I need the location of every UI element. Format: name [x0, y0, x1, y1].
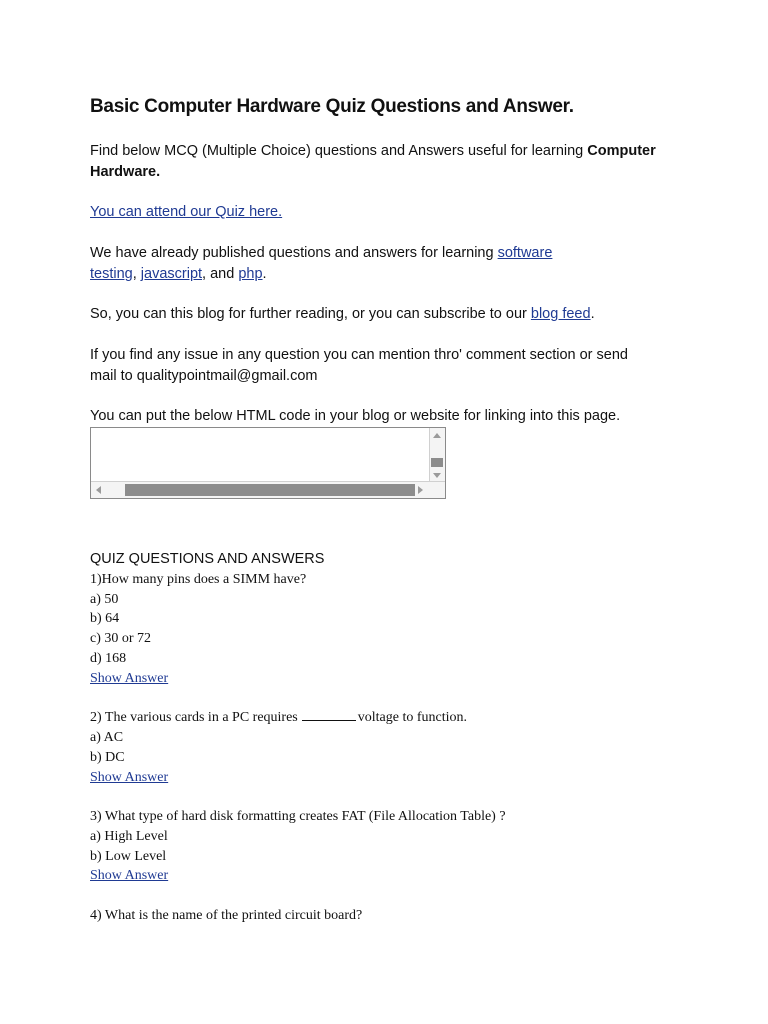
question-2-show-answer-wrap — [90, 768, 168, 788]
attend-quiz-link[interactable]: You can attend our Quiz here. — [90, 204, 283, 220]
issue-paragraph — [90, 345, 628, 387]
question-2-text-after: voltage to function. — [357, 710, 468, 725]
vertical-scrollbar[interactable] — [429, 428, 445, 483]
question-2-text-before: 2) The various cards in a PC requires — [90, 710, 298, 725]
issue-line-2: mail to qualitypointmail@gmail.com — [90, 368, 318, 384]
question-1-option-a: a) 50 — [90, 592, 119, 607]
question-3-show-answer-link[interactable]: Show Answer — [90, 868, 169, 883]
javascript-link[interactable]: javascript — [140, 266, 203, 282]
horizontal-scrollbar[interactable] — [91, 481, 445, 498]
published-text: We have already published questions and answers for learning — [90, 245, 498, 261]
html-code-paragraph: You can put the below HTML code in your blog or website for linking into this page. — [90, 408, 621, 424]
question-1-option-b: b) 64 — [90, 611, 120, 626]
blog-feed-link[interactable]: blog feed — [530, 306, 591, 322]
question-2-option-b: b) DC — [90, 750, 125, 765]
intro-paragraph — [90, 141, 656, 183]
published-paragraph — [90, 243, 552, 285]
quiz-section-heading: QUIZ QUESTIONS AND ANSWERS — [90, 551, 325, 567]
question-1-show-answer-wrap — [90, 669, 168, 689]
question-2-text — [90, 708, 467, 728]
scroll-down-arrow-icon[interactable] — [433, 473, 441, 478]
question-3-option-b: b) Low Level — [90, 849, 167, 864]
scroll-up-arrow-icon[interactable] — [433, 433, 441, 438]
issue-line-1: If you find any issue in any question you can mention thro' comment section or send — [90, 347, 628, 363]
published-period: . — [262, 266, 267, 282]
scroll-left-arrow-icon[interactable] — [96, 486, 101, 494]
question-3-text: 3) What type of hard disk formatting creates FAT (File Allocation Table) ? — [90, 809, 506, 824]
reading-text: So, you can this blog for further reading, or you can subscribe to our — [90, 306, 531, 322]
question-1-option-c: c) 30 or 72 — [90, 631, 152, 646]
question-4-text: 4) What is the name of the printed circuit board? — [90, 908, 363, 923]
reading-period: . — [590, 306, 595, 322]
question-2-blank — [302, 708, 356, 721]
scroll-right-arrow-icon[interactable] — [418, 486, 423, 494]
question-2-show-answer-link[interactable]: Show Answer — [90, 770, 169, 785]
question-1-option-d: d) 168 — [90, 651, 127, 666]
software-testing-link-part2[interactable]: testing — [90, 266, 133, 282]
question-3-option-a: a) High Level — [90, 829, 168, 844]
vertical-scroll-thumb[interactable] — [431, 458, 443, 467]
question-1-show-answer-link[interactable]: Show Answer — [90, 671, 169, 686]
published-comma: , — [132, 266, 141, 282]
php-link[interactable]: php — [238, 266, 263, 282]
question-3-show-answer-wrap — [90, 866, 168, 886]
reading-paragraph — [90, 304, 595, 325]
attend-paragraph — [90, 202, 282, 223]
published-and: , and — [202, 266, 239, 282]
software-testing-link-part1[interactable]: software — [497, 245, 553, 261]
html-code-textarea[interactable] — [90, 427, 446, 499]
question-1-text: 1)How many pins does a SIMM have? — [90, 572, 307, 587]
question-2-option-a: a) AC — [90, 730, 124, 745]
intro-bold-computer: Computer — [587, 143, 656, 159]
horizontal-scroll-thumb[interactable] — [125, 484, 415, 496]
intro-text: Find below MCQ (Multiple Choice) questions and Answers useful for learning — [90, 143, 588, 159]
page-title: Basic Computer Hardware Quiz Questions and Answer. — [90, 96, 574, 117]
intro-bold-hardware: Hardware. — [90, 164, 161, 180]
